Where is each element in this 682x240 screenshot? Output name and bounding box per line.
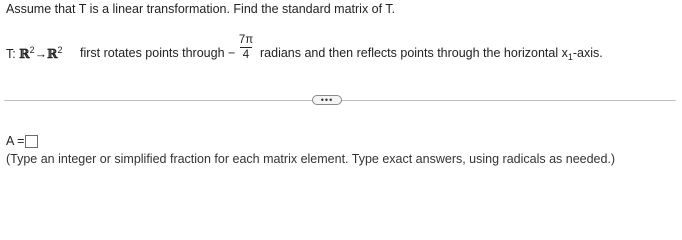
minus-sign: − (228, 46, 236, 60)
answer-hint: (Type an integer or simplified fraction for each matrix element. Type exact answers, using radicals as needed.) (6, 152, 616, 166)
axis-subscript: 1 (567, 52, 573, 62)
transformation-mapping: T: ℝ$^2$→ℝ$^2$ (6, 45, 63, 61)
fraction-bar (240, 47, 252, 48)
mapping-arrow: → (34, 47, 48, 61)
answer-label: A = (6, 134, 25, 148)
domain-exponent: 2 (29, 45, 35, 55)
domain-space: ℝ (19, 46, 30, 61)
fraction-numerator: 7π (238, 34, 254, 46)
problem-text-reflect: radians and then reflects points through the horizontal $x_1$-axis. (260, 46, 603, 62)
instruction-text: Assume that T is a linear transformation. Find the standard matrix of T. (6, 2, 396, 16)
angle-fraction (238, 34, 254, 61)
answer-input[interactable] (25, 135, 38, 148)
fraction-denominator: 4 (242, 49, 250, 61)
more-button[interactable]: ••• (312, 95, 342, 105)
codomain-space: ℝ (47, 46, 58, 61)
codomain-exponent: 2 (57, 45, 63, 55)
problem-text-rotate: first rotates points through (80, 46, 225, 60)
answer-row (6, 133, 38, 149)
